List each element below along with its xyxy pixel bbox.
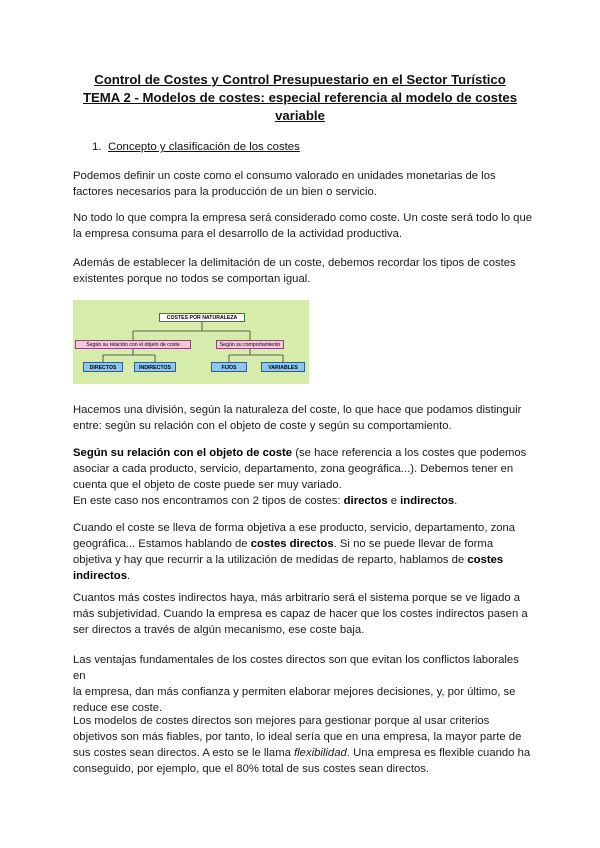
italic-text: flexibilidad — [294, 747, 347, 759]
inline-text: sus costes sean directos. A esto se le llama — [73, 747, 295, 759]
cost-classification-diagram — [73, 300, 309, 384]
inline-text: (se hace referencia a los costes que podemos — [292, 447, 527, 459]
diagram-branch-behaviour: Según su comportamiento — [216, 340, 284, 349]
inline-text: . — [454, 495, 458, 507]
document-title-line-2: TEMA 2 - Modelos de costes: especial referencia al modelo de costes — [82, 90, 518, 105]
diagram-root-node: COSTES POR NATURALEZA — [159, 313, 245, 322]
diagram-leaf-fijos: FIJOS — [211, 362, 247, 372]
inline-text: En este caso nos encontramos con 2 tipos de costes: — [73, 495, 344, 507]
bold-text: indirectos — [400, 495, 455, 507]
bold-text: directos — [343, 495, 388, 507]
paragraph-line — [73, 536, 533, 552]
section-title: Concepto y clasificación de los costes — [108, 141, 300, 153]
paragraph-line — [73, 568, 533, 584]
paragraph-flexibility — [73, 713, 533, 777]
inline-text: . Si no se puede llevar de forma — [333, 538, 494, 550]
diagram-leaf-indirectos: INDIRECTOS — [134, 362, 176, 372]
inline-text: . — [127, 570, 131, 582]
document-title-line-1: Control de Costes y Control Presupuestario en el Sector Turístico — [94, 72, 506, 87]
bold-text: Según su relación con el objeto de coste — [73, 447, 293, 459]
paragraph-line: No todo lo que compra la empresa será considerado como coste. Un coste será todo lo que — [73, 212, 533, 224]
paragraph-line: cuenta que el objeto de coste puede ser muy variado. — [73, 479, 342, 491]
paragraph-line: reduce ese coste. — [73, 702, 163, 714]
paragraph-relation-object — [73, 445, 533, 509]
diagram-leaf-variables: VARIABLES — [261, 362, 305, 372]
section-number: 1. — [92, 141, 102, 153]
paragraph-line: ser directos a través de algún mecanismo, ese coste baja. — [73, 624, 365, 636]
paragraph-line: Los modelos de costes directos son mejores para gestionar porque al usar criterios — [73, 715, 490, 727]
paragraph-line — [73, 493, 533, 509]
paragraph-not-all-purchases — [73, 210, 533, 242]
paragraph-division — [73, 402, 533, 434]
paragraph-cost-types — [73, 255, 533, 287]
bold-text: costes directos — [250, 538, 334, 550]
paragraph-line: entre: según su relación con el objeto de coste y según su comportamiento. — [73, 420, 452, 432]
paragraph-line: asociar a cada producto, servicio, departamento, zona geográfica...). Debemos tener en — [73, 463, 514, 475]
bold-text: indirectos — [73, 570, 127, 582]
paragraph-line: la empresa, dan más confianza y permiten elaborar mejores decisiones, y, por último, se — [73, 686, 516, 698]
paragraph-line: la empresa consuma para el desarrollo de la actividad productiva. — [73, 228, 403, 240]
paragraph-direct-indirect — [73, 520, 533, 584]
paragraph-line: objetivos son más fiables, por tanto, lo ideal sería que en una empresa, la mayor parte de — [73, 731, 522, 743]
paragraph-line — [73, 745, 533, 761]
inline-text: geográfica... Estamos hablando de — [73, 538, 251, 550]
paragraph-line — [73, 552, 533, 568]
inline-text: objetiva y hay que recurrir a la utilización de medidas de reparto, hablamos de — [73, 554, 468, 566]
paragraph-line: existentes porque no todos se comportan igual. — [73, 273, 311, 285]
bold-text: costes — [467, 554, 504, 566]
paragraph-line: más subjetividad. Cuando la empresa es capaz de hacer que los costes indirectos pasen a — [73, 608, 528, 620]
paragraph-line: Podemos definir un coste como el consumo valorado en unidades monetarias de los — [73, 170, 496, 182]
paragraph-line: conseguido, por ejemplo, que el 80% total de sus costes sean directos. — [73, 763, 430, 775]
paragraph-line: Hacemos una división, según la naturaleza del coste, lo que hace que podamos distinguir — [73, 404, 522, 416]
inline-text: . Una empresa es flexible cuando ha — [346, 747, 531, 759]
paragraph-line — [73, 445, 533, 461]
diagram-leaf-directos: DIRECTOS — [83, 362, 123, 372]
paragraph-line: factores necesarios para la producción de un bien o servicio. — [73, 186, 377, 198]
diagram-branch-relation: Según su relación con el objeto de coste — [75, 340, 191, 349]
paragraph-line: Cuando el coste se lleva de forma objetiva a ese producto, servicio, departamento, zona — [73, 522, 516, 534]
inline-text: e — [387, 495, 401, 507]
paragraph-advantages — [73, 652, 533, 716]
document-title-line-3: variable — [275, 108, 325, 123]
paragraph-line: Cuantos más costes indirectos haya, más arbitrario será el sistema porque se ve ligado a — [73, 592, 521, 604]
paragraph-definition — [73, 168, 533, 200]
paragraph-arbitrary — [73, 590, 533, 638]
paragraph-line: Además de establecer la delimitación de un coste, debemos recordar los tipos de costes — [73, 257, 516, 269]
paragraph-line: Las ventajas fundamentales de los costes directos son que evitan los conflictos laborales en — [73, 654, 519, 682]
